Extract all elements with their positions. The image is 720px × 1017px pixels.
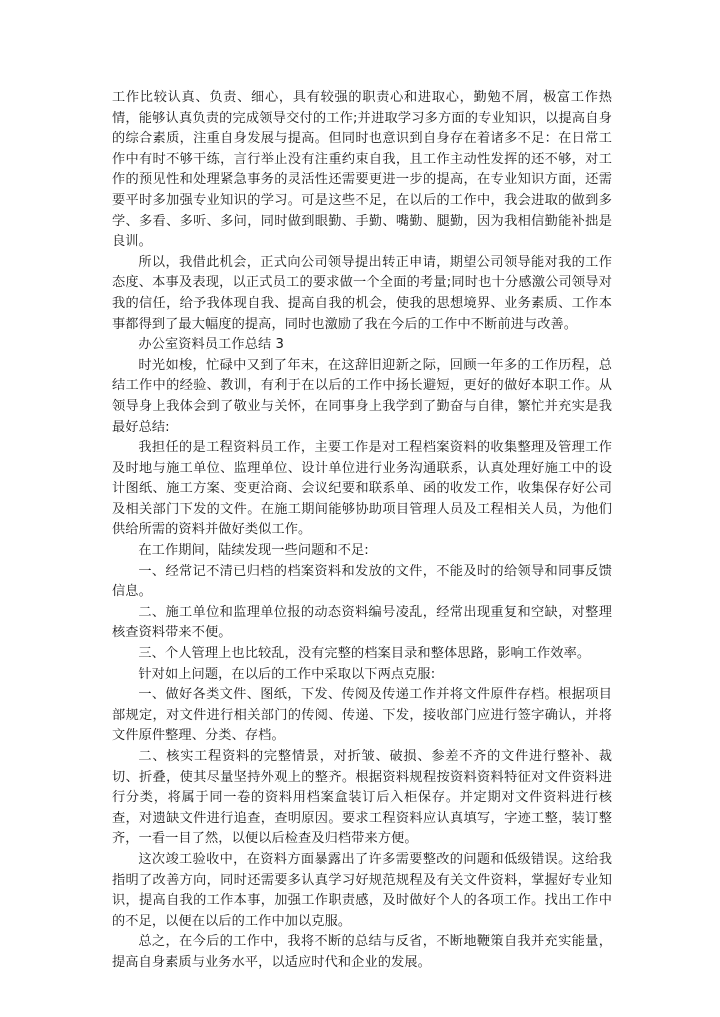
paragraph-2: 所以，我借此机会，正式向公司领导提出转正申请，期望公司领导能对我的工作态度、本事及表现，以正式员工的要求做一个全面的考量;同时也十分感激公司领导对我的信任，给予我体现自我、提高自我的机会，使我的思想境界、业务素质、工作本事都得到了最大幅度的提高，同时也激励了我在今后的工作中不断前进与改善。 <box>112 254 612 332</box>
paragraph-4: 我担任的是工程资料员工作，主要工作是对工程档案资料的收集整理及管理工作及时地与施工单位、监理单位、设计单位进行业务沟通联系，认真处理好施工中的设计图纸、施工方案、变更洽商、会议纪要和联系单、函的收发工作，收集保存好公司及相关部门下发的文件。在施工期间能够协助项目管理人员及工程相关人员，为他们供给所需的资料并做好类似工作。 <box>112 440 612 538</box>
section-heading: 办公室资料员工作总结 3 <box>138 337 285 353</box>
paragraph-10: 一、做好各类文件、图纸，下发、传阅及传递工作并将文件原件存档。根据项目部规定，对文件进行相关部门的传阅、传递、下发，接收部门应进行签字确认，并将文件原件整理、分类、存档。 <box>112 687 612 744</box>
paragraph-12: 这次竣工验收中，在资料方面暴露出了许多需要整改的问题和低级错误。这给我指明了改善方向，同时还需要多认真学习好规范规程及有关文件资料，掌握好专业知识，提高自我的工作本事，加强工作职责感，及时做好个人的各项工作。找出工作中的不足，以便在以后的工作中加以克服。 <box>112 851 612 929</box>
paragraph-13: 总之，在今后的工作中，我将不断的总结与反省，不断地鞭策自我并充实能量，提高自身素质与业务水平，以适应时代和企业的发展。 <box>112 934 612 970</box>
document-body <box>112 88 612 974</box>
paragraph-5: 在工作期间，陆续发现一些问题和不足: <box>138 543 369 559</box>
paragraph-8: 三、个人管理上也比较乱，没有完整的档案目录和整体思路，影响工作效率。 <box>138 646 591 662</box>
paragraph-7: 二、施工单位和监理单位报的动态资料编号凌乱，经常出现重复和空缺，对整理核查资料带来不便。 <box>112 604 612 641</box>
paragraph-6: 一、经常记不清已归档的档案资料和发放的文件，不能及时的给领导和同事反馈信息。 <box>112 563 612 600</box>
paragraph-9: 针对如上问题，在以后的工作中采取以下两点克服: <box>138 666 436 682</box>
paragraph-1: 工作比较认真、负责、细心，具有较强的职责心和进取心，勤勉不屑，极富工作热情，能够认真负责的完成领导交付的工作;并进取学习多方面的专业知识，以提高自身的综合素质，注重自身发展与提高。但同时也意识到自身存在着诸多不足：在日常工作中有时不够干练，言行举止没有注重约束自我，且工作主动性发挥的还不够，对工作的预见性和处理紧急事务的灵活性还需要更进一步的提高，在专业知识方面，还需要平时多加强专业知识的学习。可是这些不足，在以后的工作中，我会进取的做到多学、多看、多听、多问，同时做到眼勤、手勤、嘴勤、腿勤，因为我相信勤能补拙是良训。 <box>112 90 612 250</box>
paragraph-11: 二、核实工程资料的完整情景，对折皱、破损、参差不齐的文件进行整补、裁切、折叠，使其尽量坚持外观上的整齐。根据资料规程按资料资料特征对文件资料进行分类，将属于同一卷的资料用档案盒装订后入柜保存。并定期对文件资料进行核查，对遗缺文件进行追查，查明原因。要求工程资料应认真填写，字迹工整，装订整齐，一看一目了然，以便以后检查及归档带来方便。 <box>112 749 612 847</box>
paragraph-3: 时光如梭，忙碌中又到了年末，在这辞旧迎新之际，回顾一年多的工作历程，总结工作中的经验、教训，有利于在以后的工作中扬长避短，更好的做好本职工作。从领导身上我体会到了敬业与关怀，在同事身上我学到了勤奋与自律，繁忙并充实是我最好总结: <box>112 357 612 435</box>
